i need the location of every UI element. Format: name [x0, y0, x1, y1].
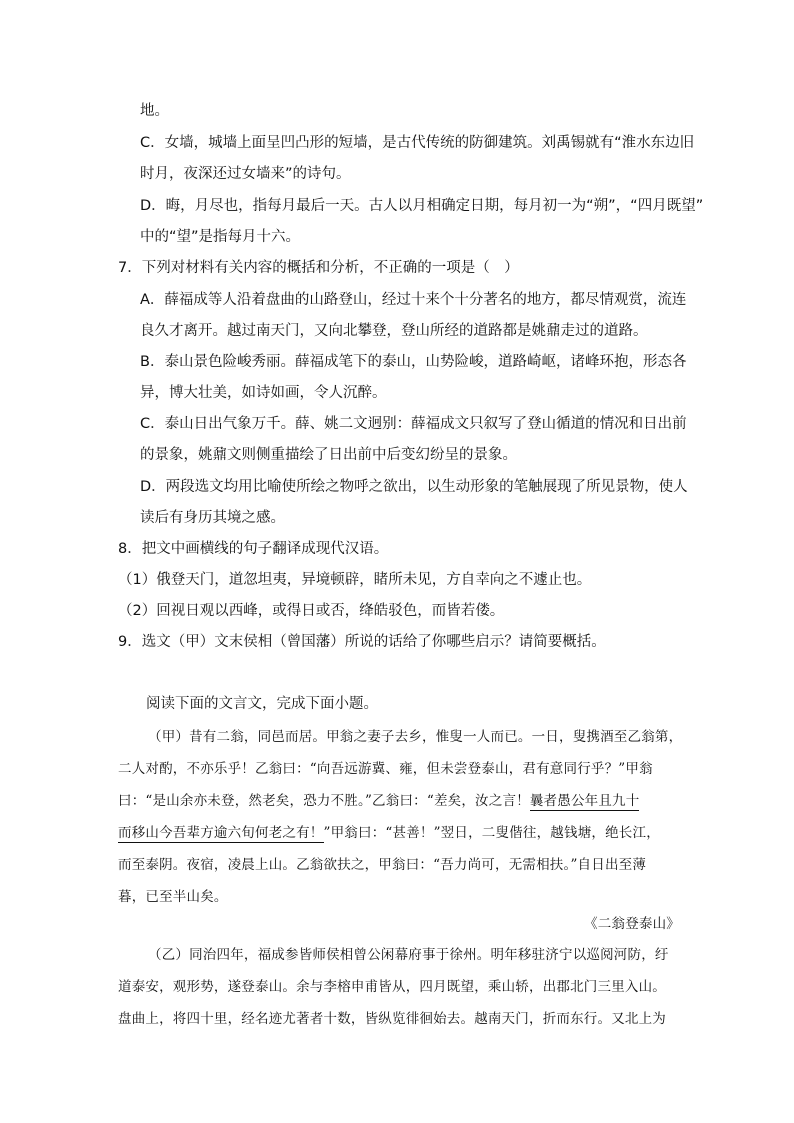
passage-jia-line2: 二人对酌，不亦乐乎！乙翁曰：“向吾远游冀、雍，但未尝登泰山，君有意同行乎？”甲翁	[118, 761, 653, 777]
q6-option-c-line1: C．女墙，城墙上面呈凹凸形的短墙，是古代传统的防御建筑。刘禹锡就有“淮水东边旧	[140, 135, 695, 151]
q9-stem: 9．选文（甲）文末侯相（曾国藩）所说的话给了你哪些启示？请简要概括。	[118, 634, 606, 650]
q7-stem: 7．下列对材料有关内容的概括和分析，不正确的一项是（ ）	[118, 260, 519, 276]
passage-yi-line1: （乙）同治四年，福成参皆师侯相曾公闲幕府事于徐州。明年移驻济宁以巡阅河防，纡	[148, 947, 669, 963]
passage-jia-line5: 而至泰阴。夜宿，凌晨上山。乙翁欲扶之，甲翁曰：“吾力尚可，无需相扶。”自日出至薄	[118, 857, 647, 873]
q7-option-d-line1: D．两段选文均用比喻使所绘之物呼之欲出，以生动形象的笔触展现了所见景物，使人	[140, 479, 688, 495]
q8-sentence-1: （1）俄登天门，道忽坦夷，异境顿辟，睹所未见，方自幸向之不遽止也。	[118, 572, 592, 588]
underlined-sentence-part1: 曩者愚公年且九十	[529, 793, 640, 809]
q6-option-d-line2: 中的“望”是指每月十六。	[140, 229, 301, 245]
passage-jia-line4	[118, 823, 660, 843]
passage-source-title: 《二翁登泰山》	[584, 916, 680, 932]
q7-option-c-line2: 的景象，姚鼐文则侧重描绘了日出前中后变幻纷呈的景象。	[140, 447, 517, 463]
passage-jia-line6: 暮，已至半山矣。	[118, 889, 228, 905]
underlined-sentence-part2: 而移山今吾辈方逾六旬何老之有！	[118, 825, 324, 841]
q8-sentence-2: （2）回视日观以西峰，或得日或否，绛皓驳色，而皆若偻。	[118, 603, 505, 619]
q6-option-c-line2: 时月，夜深还过女墙来”的诗句。	[140, 166, 351, 182]
q7-option-b-line2: 异，博大壮美，如诗如画，令人沉醉。	[140, 385, 387, 401]
q7-option-c-line1: C．泰山日出气象万千。薛、姚二文迥别：薛福成文只叙写了登山循道的情况和日出前	[140, 416, 687, 432]
passage-jia-line3-text: 曰：“是山余亦未登，然老矣，恐力不胜。”乙翁曰：“差矣，汝之言！	[118, 793, 530, 809]
passage-jia-line3	[118, 791, 639, 811]
q7-option-b-line1: B．泰山景色险峻秀丽。薛福成笔下的泰山，山势险峻，道路崎岖，诸峰环抱，形态各	[140, 354, 687, 370]
passage-yi-line3: 盘曲上，将四十里，经名迹尤著者十数，皆纵览徘徊始去。越南天门，折而东行。又北上为	[118, 1011, 666, 1027]
passage-jia-line1: （甲）昔有二翁，同邑而居。甲翁之妻子去乡，惟叟一人而已。一日，叟携酒至乙翁第，	[148, 729, 683, 745]
q6-option-b-end: 地。	[140, 103, 169, 119]
q7-option-a-line1: A．薛福成等人沿着盘曲的山路登山，经过十来个十分著名的地方，都尽情观赏，流连	[140, 292, 687, 308]
reading-intro: 阅读下面的文言文，完成下面小题。	[146, 696, 378, 712]
q7-option-d-line2: 读后有身历其境之感。	[140, 510, 285, 526]
q7-option-a-line2: 良久才离开。越过南天门，又向北攀登，登山所经的道路都是姚鼐走过的道路。	[140, 323, 648, 339]
q8-stem: 8．把文中画横线的句子翻译成现代汉语。	[118, 541, 389, 557]
q6-option-d-line1: D．晦，月尽也，指每月最后一天。古人以月相确定日期，每月初一为“朔”，“四月既望”	[140, 198, 704, 214]
passage-jia-line4-text: ”甲翁曰：“甚善！”翌日，二叟偕往，越钱塘，绝长江，	[323, 825, 660, 841]
passage-yi-line2: 道泰安，观形势，遂登泰山。余与李榕申甫皆从，四月既望，乘山轿，出郡北门三里入山。	[118, 979, 666, 995]
